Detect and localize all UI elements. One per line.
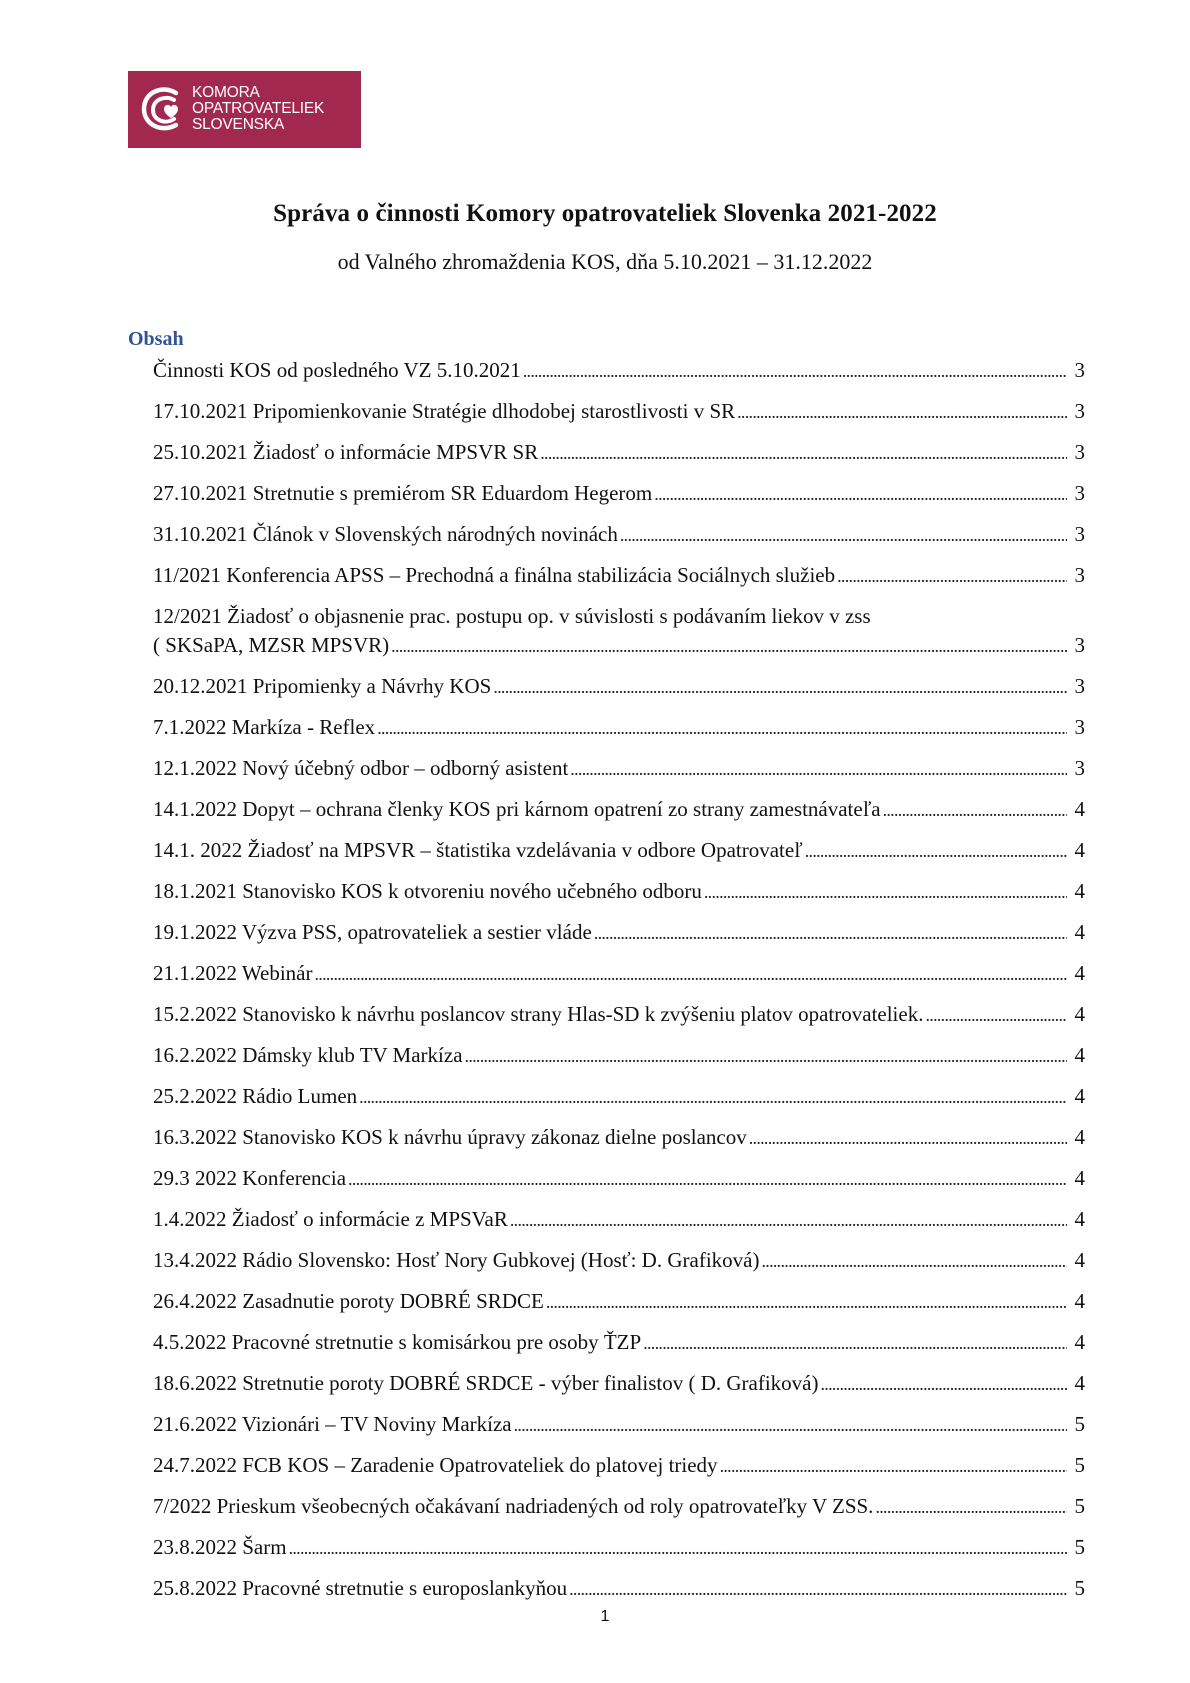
toc-entry-page: 3 [1074, 563, 1085, 587]
toc-entry-page: 4 [1074, 1166, 1085, 1190]
toc-dot-leader [594, 919, 1067, 948]
toc-entry-page: 3 [1074, 674, 1085, 698]
toc-entry-label: 25.10.2021 Žiadosť o informácie MPSVR SR [153, 440, 539, 464]
toc-entry[interactable] [153, 1164, 1085, 1194]
logo-line-3: SLOVENSKA [192, 116, 285, 133]
toc-entry-label: 4.5.2022 Pracovné stretnutie s komisárkou pre osoby ŤZP [153, 1330, 642, 1354]
toc-entry-page: 4 [1074, 838, 1085, 862]
toc-entry-page: 4 [1074, 797, 1085, 821]
toc-dot-leader [761, 1247, 1067, 1276]
toc-entry-label: 31.10.2021 Článok v Slovenských národných novinách [153, 522, 618, 546]
toc-entry[interactable] [153, 836, 1085, 866]
toc-entry[interactable] [153, 795, 1085, 825]
toc-dot-leader [737, 398, 1067, 427]
toc-entry[interactable] [153, 1246, 1085, 1276]
toc-entry-label: 16.3.2022 Stanovisko KOS k návrhu úpravy zákonaz dielne poslancov [153, 1125, 747, 1149]
toc-entry[interactable] [153, 754, 1085, 784]
toc-entry[interactable] [153, 520, 1085, 550]
toc-entry[interactable] [153, 1287, 1085, 1317]
heart-logo-icon [136, 81, 192, 137]
toc-dot-leader [514, 1411, 1067, 1440]
toc-dot-leader [377, 714, 1067, 743]
table-of-contents [153, 356, 1085, 1615]
toc-entry[interactable] [153, 1533, 1085, 1563]
toc-entry-label: ( SKSaPA, MZSR MPSVR) [153, 633, 390, 657]
toc-entry-label: 24.7.2022 FCB KOS – Zaradenie Opatrovateliek do platovej triedy [153, 1453, 718, 1477]
toc-entry-label: 20.12.2021 Pripomienky a Návrhy KOS [153, 674, 492, 698]
toc-entry[interactable] [153, 438, 1085, 468]
toc-dot-leader [465, 1042, 1067, 1071]
toc-entry-page: 4 [1074, 920, 1085, 944]
toc-dot-leader [875, 1493, 1067, 1522]
toc-dot-leader [314, 960, 1067, 989]
toc-dot-leader [391, 632, 1067, 661]
toc-entry-label: 11/2021 Konferencia APSS – Prechodná a finálna stabilizácia Sociálnych služieb [153, 563, 836, 587]
toc-dot-leader [493, 673, 1067, 702]
toc-dot-leader [837, 562, 1067, 591]
toc-entry-page: 3 [1074, 358, 1085, 382]
toc-entry[interactable] [153, 1451, 1085, 1481]
toc-entry-page: 4 [1074, 1002, 1085, 1026]
toc-dot-leader [540, 439, 1067, 468]
toc-entry-page: 4 [1074, 1084, 1085, 1108]
toc-entry-label: 7.1.2022 Markíza - Reflex [153, 715, 376, 739]
toc-entry[interactable] [153, 397, 1085, 427]
toc-entry-page: 4 [1074, 1289, 1085, 1313]
toc-entry[interactable] [153, 1410, 1085, 1440]
toc-dot-leader [620, 521, 1067, 550]
toc-entry-label: 23.8.2022 Šarm [153, 1535, 287, 1559]
organization-logo [128, 71, 361, 148]
toc-entry-label: 21.1.2022 Webinár [153, 961, 313, 985]
document-title: Správa o činnosti Komory opatrovateliek Slovenka 2021-2022 [273, 200, 937, 227]
toc-dot-leader [510, 1206, 1067, 1235]
toc-entry[interactable] [153, 959, 1085, 989]
toc-dot-leader [523, 357, 1067, 386]
toc-entry-label: 18.1.2021 Stanovisko KOS k otvoreniu nového učebného odboru [153, 879, 702, 903]
toc-entry-page: 4 [1074, 1330, 1085, 1354]
toc-entry-label: 25.8.2022 Pracovné stretnutie s europoslankyňou [153, 1576, 568, 1600]
toc-entry[interactable] [153, 1041, 1085, 1071]
toc-entry-label: 27.10.2021 Stretnutie s premiérom SR Eduardom Hegerom [153, 481, 653, 505]
toc-entry[interactable] [153, 672, 1085, 702]
toc-entry-label: 12.1.2022 Nový účebný odbor – odborný asistent [153, 756, 569, 780]
toc-entry[interactable] [153, 356, 1085, 386]
toc-heading: Obsah [128, 328, 184, 350]
document-subtitle: od Valného zhromaždenia KOS, dňa 5.10.2021 – 31.12.2022 [337, 249, 873, 274]
toc-entry-page: 3 [1074, 756, 1085, 780]
toc-dot-leader [720, 1452, 1067, 1481]
toc-dot-leader [348, 1165, 1067, 1194]
logo-line-1: KOMORA [192, 84, 260, 101]
toc-entry-page: 5 [1074, 1535, 1085, 1559]
toc-entry-label: 18.6.2022 Stretnutie poroty DOBRÉ SRDCE - výber finalistov ( D. Grafiková) [153, 1371, 819, 1395]
toc-entry-label: 1.4.2022 Žiadosť o informácie z MPSVaR [153, 1207, 508, 1231]
logo-text [192, 85, 324, 133]
toc-entry[interactable] [153, 1205, 1085, 1235]
toc-entry-page: 3 [1074, 715, 1085, 739]
toc-entry-label: 25.2.2022 Rádio Lumen [153, 1084, 358, 1108]
toc-entry-label: 15.2.2022 Stanovisko k návrhu poslancov strany Hlas-SD k zvýšeniu platov opatrovateliek. [153, 1002, 924, 1026]
toc-entry-label: 26.4.2022 Zasadnutie poroty DOBRÉ SRDCE [153, 1289, 544, 1313]
toc-entry-page: 5 [1074, 1412, 1085, 1436]
toc-entry-label: 14.1.2022 Dopyt – ochrana členky KOS pri kárnom opatrení zo strany zamestnávateľa [153, 797, 881, 821]
toc-entry-page: 4 [1074, 879, 1085, 903]
toc-entry-page: 5 [1074, 1453, 1085, 1477]
toc-entry-page: 4 [1074, 961, 1085, 985]
toc-entry-page: 4 [1074, 1207, 1085, 1231]
toc-entry-label: 14.1. 2022 Žiadosť na MPSVR – štatistika vzdelávania v odbore Opatrovateľ [153, 838, 803, 862]
toc-dot-leader [654, 480, 1067, 509]
toc-dot-leader [570, 755, 1067, 784]
toc-dot-leader [749, 1124, 1067, 1153]
toc-entry[interactable] [153, 602, 1085, 661]
toc-entry-page: 4 [1074, 1043, 1085, 1067]
toc-entry[interactable] [153, 561, 1085, 591]
page-number: 1 [600, 1608, 610, 1625]
toc-entry-page: 3 [1074, 399, 1085, 423]
toc-entry-page: 5 [1074, 1576, 1085, 1600]
toc-entry[interactable] [153, 1574, 1085, 1604]
toc-entry-page: 4 [1074, 1125, 1085, 1149]
toc-entry[interactable] [153, 1369, 1085, 1399]
toc-dot-leader [359, 1083, 1067, 1112]
toc-entry-label: 29.3 2022 Konferencia [153, 1166, 347, 1190]
toc-dot-leader [643, 1329, 1067, 1358]
toc-dot-leader [546, 1288, 1067, 1317]
toc-entry[interactable] [153, 1492, 1085, 1522]
toc-entry-page: 4 [1074, 1371, 1085, 1395]
toc-entry[interactable] [153, 479, 1085, 509]
toc-entry-label: 16.2.2022 Dámsky klub TV Markíza [153, 1043, 463, 1067]
toc-entry-label: 7/2022 Prieskum všeobecných očakávaní nadriadených od roly opatrovateľky V ZSS. [153, 1494, 874, 1518]
toc-entry-page: 3 [1074, 481, 1085, 505]
toc-entry-page: 4 [1074, 1248, 1085, 1272]
toc-entry[interactable] [153, 1000, 1085, 1030]
toc-entry-page: 3 [1074, 440, 1085, 464]
toc-entry-label: 13.4.2022 Rádio Slovensko: Hosť Nory Gubkovej (Hosť: D. Grafiková) [153, 1248, 760, 1272]
toc-entry-label-line: 12/2021 Žiadosť o objasnenie prac. postupu op. v súvislosti s podávaním liekov v zss [153, 604, 871, 628]
toc-entry[interactable] [153, 918, 1085, 948]
toc-dot-leader [289, 1534, 1067, 1563]
toc-dot-leader [569, 1575, 1067, 1604]
logo-line-2: OPATROVATELIEK [192, 100, 325, 117]
toc-entry-label: 19.1.2022 Výzva PSS, opatrovateliek a sestier vláde [153, 920, 592, 944]
toc-entry-page: 3 [1074, 633, 1085, 657]
toc-entry-label: 17.10.2021 Pripomienkovanie Stratégie dlhodobej starostlivosti v SR [153, 399, 736, 423]
toc-entry[interactable] [153, 877, 1085, 907]
toc-entry-label: 21.6.2022 Vizionári – TV Noviny Markíza [153, 1412, 512, 1436]
toc-dot-leader [821, 1370, 1068, 1399]
toc-entry[interactable] [153, 1328, 1085, 1358]
toc-dot-leader [925, 1001, 1067, 1030]
toc-entry-label: Činnosti KOS od posledného VZ 5.10.2021 [153, 358, 521, 382]
toc-dot-leader [704, 878, 1067, 907]
toc-entry[interactable] [153, 1082, 1085, 1112]
toc-dot-leader [883, 796, 1067, 825]
toc-dot-leader [805, 837, 1067, 866]
toc-entry[interactable] [153, 713, 1085, 743]
toc-entry[interactable] [153, 1123, 1085, 1153]
toc-entry-page: 3 [1074, 522, 1085, 546]
toc-entry-page: 5 [1074, 1494, 1085, 1518]
